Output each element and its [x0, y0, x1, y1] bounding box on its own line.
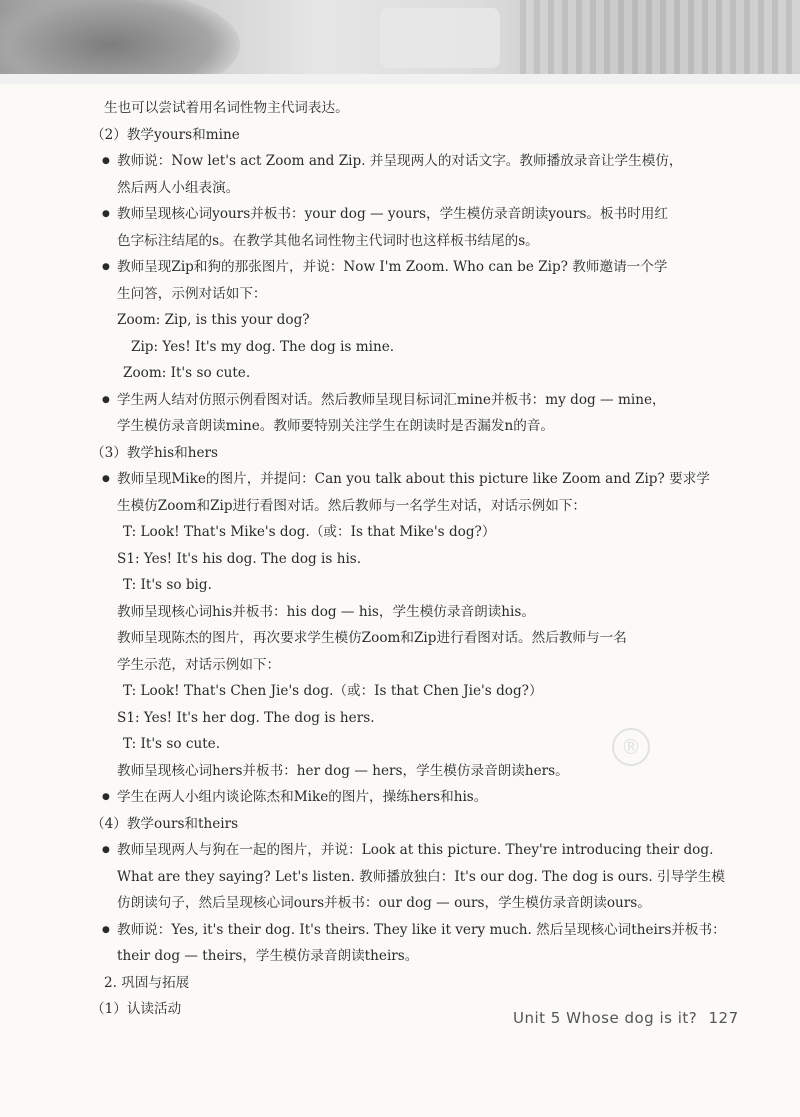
bullet-item: ● 学生两人结对仿照示例看图对话。然后教师呈现目标词汇mine并板书：my dog — mine，	[104, 387, 724, 414]
dialogue-line: Zoom: It's so cute.	[123, 365, 251, 381]
bullet-item: ● 教师呈现核心词yours并板书：your dog — yours，学生模仿录音朗读yours。板书时用红	[104, 201, 724, 228]
text-line: 生也可以尝试着用名词性物主代词表达。	[104, 100, 349, 116]
text-line: 教师呈现陈杰的图片，再次要求学生模仿Zoom和Zip进行看图对话。然后教师与一名	[117, 630, 627, 646]
bullet-item: ● 教师呈现两人与狗在一起的图片，并说：Look at this picture. They're introducing their dog.	[104, 837, 724, 864]
dialogue-line: Zip: Yes! It's my dog. The dog is mine.	[131, 338, 395, 355]
dialogue-line: T: It's so big.	[123, 577, 212, 593]
bullet-item: ● 教师说：Yes, it's their dog. It's theirs. They like it very much. 然后呈现核心词theirs并板书：	[104, 917, 724, 944]
header-banner-image	[0, 0, 800, 84]
text-line: What are they saying? Let's listen. 教师播放独白：It's our dog. The dog is ours. 引导学生模	[117, 868, 725, 885]
text-line: 学生示范，对话示例如下：	[117, 656, 281, 673]
text-line: their dog — theirs，学生模仿录音朗读theirs。	[117, 948, 419, 964]
section-heading: 2. 巩固与拓展	[104, 974, 190, 991]
footer-title: Whose dog is it?	[566, 1009, 698, 1027]
bullet-item: ● 教师说：Now let's act Zoom and Zip. 并呈现两人的对话文字。教师播放录音让学生模仿，	[104, 148, 724, 175]
dialogue-line: T: It's so cute.	[123, 736, 221, 752]
bullet-item: ● 学生在两人小组内谈论陈杰和Mike的图片，操练hers和his。	[104, 784, 724, 811]
text-line: 生模仿Zoom和Zip进行看图对话。然后教师与一名学生对话，对话示例如下：	[117, 497, 587, 514]
page-footer	[513, 1009, 739, 1027]
section-heading: （4）教学ours和theirs	[91, 815, 239, 832]
dialogue-line: S1: Yes! It's his dog. The dog is his.	[117, 550, 362, 567]
dialogue-line: S1: Yes! It's her dog. The dog is hers.	[117, 709, 375, 726]
text-line: 然后两人小组表演。	[117, 179, 240, 196]
text-line: 教师呈现核心词his并板书：his dog — his，学生模仿录音朗读his。	[117, 603, 535, 620]
subsection-heading: （1）认读活动	[91, 1001, 182, 1017]
footer-unit: Unit 5	[513, 1009, 561, 1027]
text-line: 学生模仿录音朗读mine。教师要特别关注学生在朗读时是否漏发n的音。	[117, 418, 555, 434]
dialogue-line: Zoom: Zip, is this your dog?	[117, 312, 310, 328]
dialogue-line: T: Look! That's Mike's dog.（或：Is that Mike's dog?）	[123, 524, 496, 540]
bullet-item: ● 教师呈现Zip和狗的那张图片，并说：Now I'm Zoom. Who can be Zip? 教师邀请一个学	[104, 254, 724, 281]
registered-watermark: ®	[612, 728, 650, 766]
bullet-item: ● 教师呈现Mike的图片，并提问：Can you talk about this picture like Zoom and Zip? 要求学	[104, 466, 724, 493]
dialogue-line: T: Look! That's Chen Jie's dog.（或：Is that Chen Jie's dog?）	[123, 683, 543, 699]
text-line: 色字标注结尾的s。在教学其他名词性物主代词时也这样板书结尾的s。	[117, 232, 539, 249]
text-line: 仿朗读句子，然后呈现核心词ours并板书：our dog — ours，学生模仿录音朗读ours。	[117, 895, 651, 911]
page-number: 127	[708, 1009, 739, 1027]
text-line: 教师呈现核心词hers并板书：her dog — hers，学生模仿录音朗读hers。	[117, 762, 569, 779]
text-line: 生问答，示例对话如下：	[117, 285, 267, 302]
section-heading: （3）教学his和hers	[91, 444, 218, 461]
section-heading: （2）教学yours和mine	[91, 126, 240, 143]
page-body	[91, 95, 726, 1023]
